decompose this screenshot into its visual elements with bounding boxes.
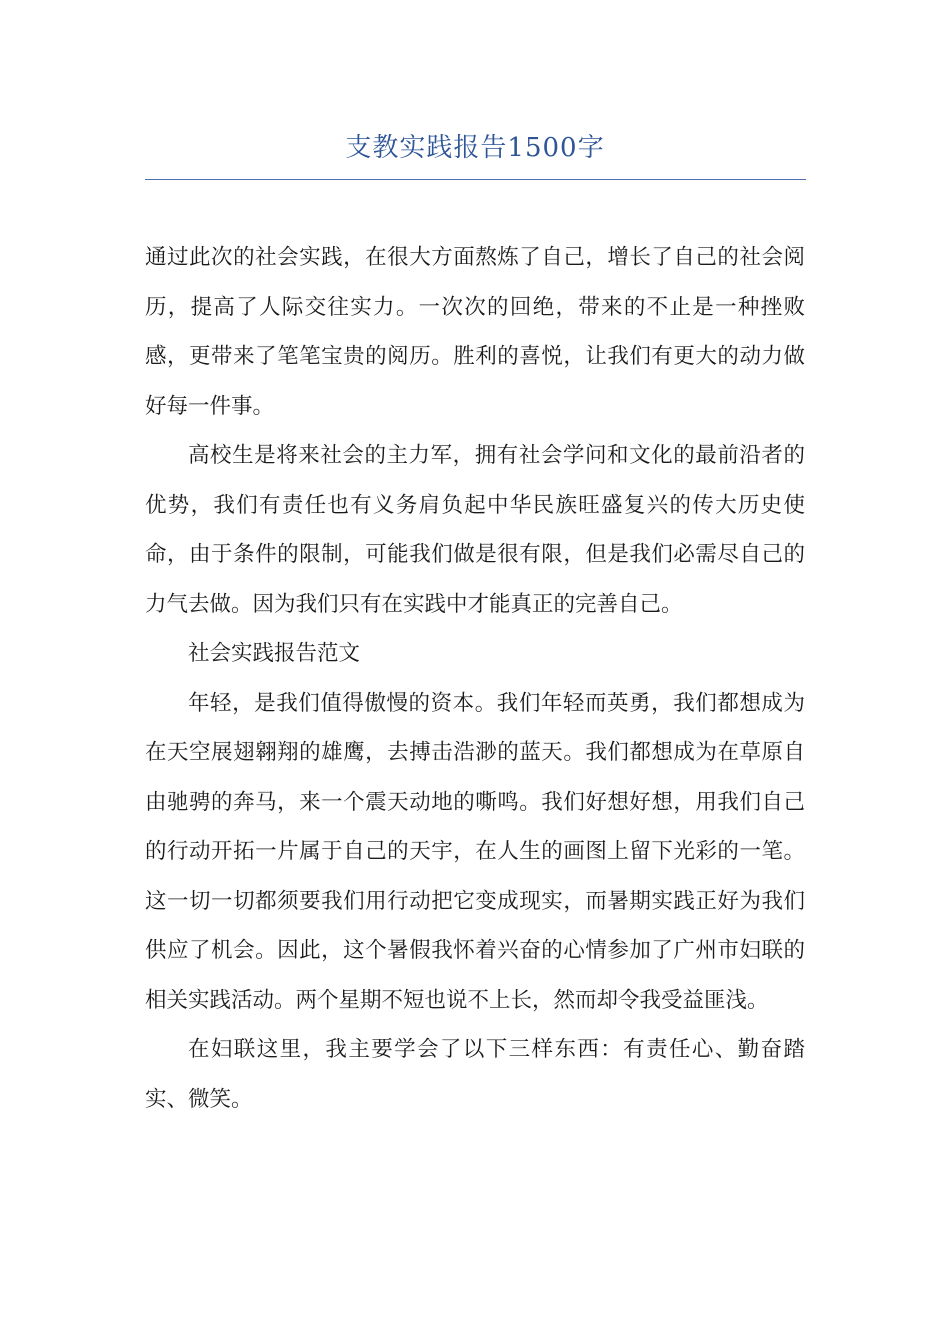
paragraph: 通过此次的社会实践，在很大方面熬炼了自己，增长了自己的社会阅历，提高了人际交往实力。一次次的回绝，带来的不止是一种挫败感，更带来了笔笔宝贵的阅历。胜利的喜悦，让我们有更大的动力做好每一件事。 (145, 245, 805, 419)
paragraph: 年轻，是我们值得傲慢的资本。我们年轻而英勇，我们都想成为在天空展翅翱翔的雄鹰，去搏击浩渺的蓝天。我们都想成为在草原自由驰骋的奔马，来一个震天动地的嘶鸣。我们好想好想，用我们自己的行动开拓一片属于自己的天宇，在人生的画图上留下光彩的一笔。这一切一切都须要我们用行动把它变成现实，而暑期实践正好为我们供应了机会。因此，这个暑假我怀着兴奋的心情参加了广州市妇联的相关实践活动。两个星期不短也说不上长，然而却令我受益匪浅。 (145, 690, 805, 1013)
paragraph: 高校生是将来社会的主力军，拥有社会学问和文化的最前沿者的优势，我们有责任也有义务肩负起中华民族旺盛复兴的传大历史使命，由于条件的限制，可能我们做是很有限，但是我们必需尽自己的力气去做。因为我们只有在实践中才能真正的完善自己。 (145, 443, 805, 617)
paragraph: 在妇联这里，我主要学会了以下三样东西：有责任心、勤奋踏实、微笑。 (145, 1037, 805, 1112)
document-body (145, 233, 805, 1124)
document-title: 支教实践报告1500字 (345, 133, 605, 163)
title-underline (145, 179, 806, 180)
section-heading: 社会实践报告范文 (188, 641, 361, 666)
